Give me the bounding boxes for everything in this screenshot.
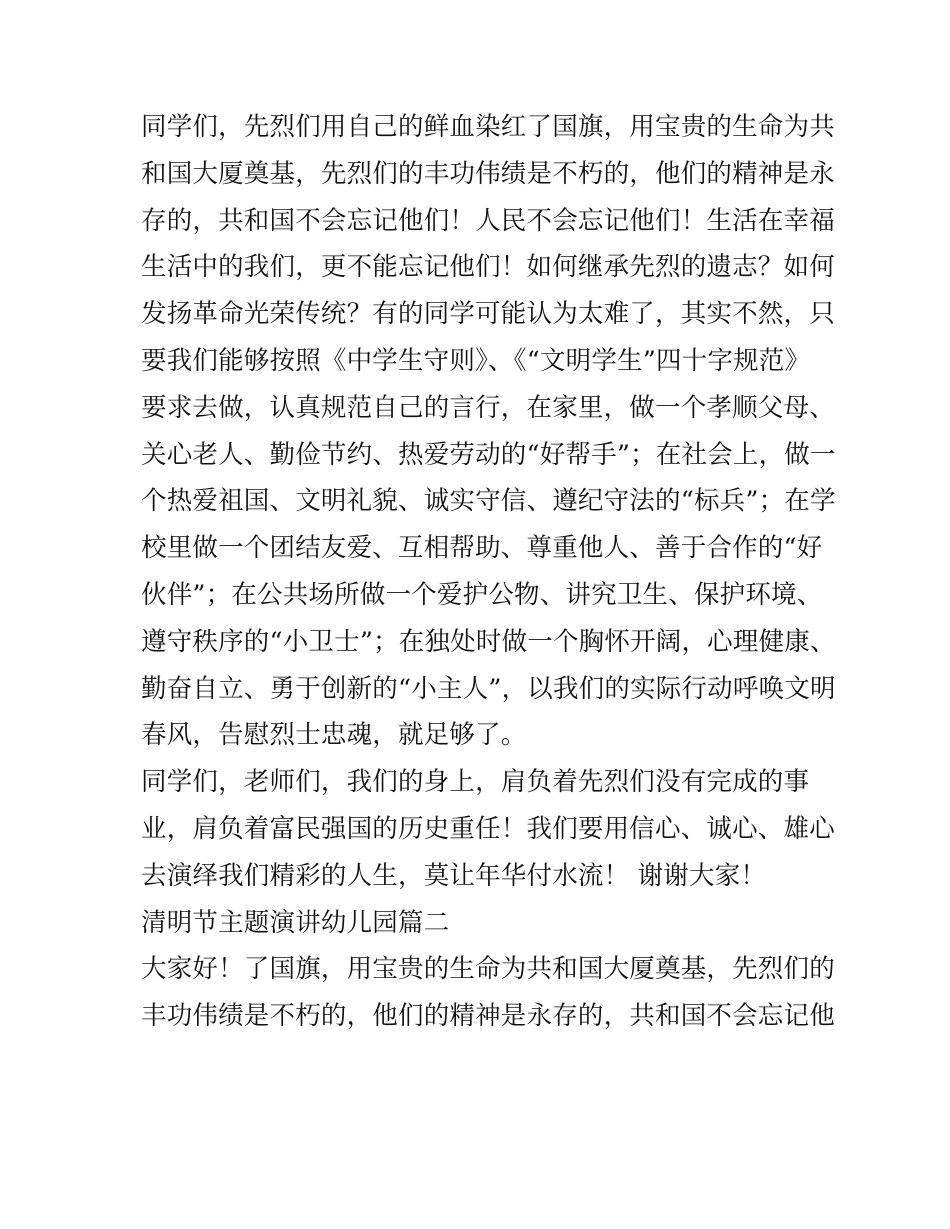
document-body [141,104,836,1040]
text-line: 业，肩负着富民强国的历史重任！我们要用信心、诚心、雄心 [141,813,835,844]
text-line: 要求去做，认真规范自己的言行，在家里，做一个孝顺父母、 [141,392,835,423]
text-line: 春风，告慰烈士忠魂，就足够了。 [141,720,527,751]
text-line: 勤奋自立、勇于创新的“小主人”，以我们的实际行动呼唤文明 [141,673,836,704]
text-line: 关心老人、勤俭节约、热爱劳动的“好帮手”；在社会上，做一 [141,439,836,470]
text-line: 大家好！了国旗，用宝贵的生命为共和国大厦奠基，先烈们的 [141,954,835,985]
text-line: 和国大厦奠基，先烈们的丰功伟绩是不朽的，他们的精神是永 [141,158,835,189]
text-line: 发扬革命光荣传统？有的同学可能认为太难了，其实不然，只 [141,299,835,330]
text-line: 丰功伟绩是不朽的，他们的精神是永存的，共和国不会忘记他 [141,1001,835,1032]
text-line: 同学们，先烈们用自己的鲜血染红了国旗，用宝贵的生命为共 [141,112,835,142]
text-line: 要我们能够按照《中学生守则》、《“文明学生”四十字规范》 [141,345,811,376]
text-line: 生活中的我们，更不能忘记他们！如何继承先烈的遗志？如何 [141,252,835,283]
text-line: 存的，共和国不会忘记他们！人民不会忘记他们！生活在幸福 [141,205,835,236]
text-line: 个热爱祖国、文明礼貌、诚实守信、遵纪守法的“标兵”；在学 [141,486,836,517]
text-line: 遵守秩序的“小卫士”；在独处时做一个胸怀开阔，心理健康、 [141,626,836,657]
text-line: 校里做一个团结友爱、互相帮助、尊重他人、善于合作的“好 [141,533,823,564]
section-heading: 清明节主题演讲幼儿园篇二 [141,907,450,938]
text-line: 去演绎我们精彩的人生，莫让年华付水流！ 谢谢大家！ [141,860,767,891]
text-line: 同学们，老师们，我们的身上，肩负着先烈们没有完成的事 [141,767,810,798]
text-line: 伙伴”；在公共场所做一个爱护公物、讲究卫生、保护环境、 [141,579,823,610]
